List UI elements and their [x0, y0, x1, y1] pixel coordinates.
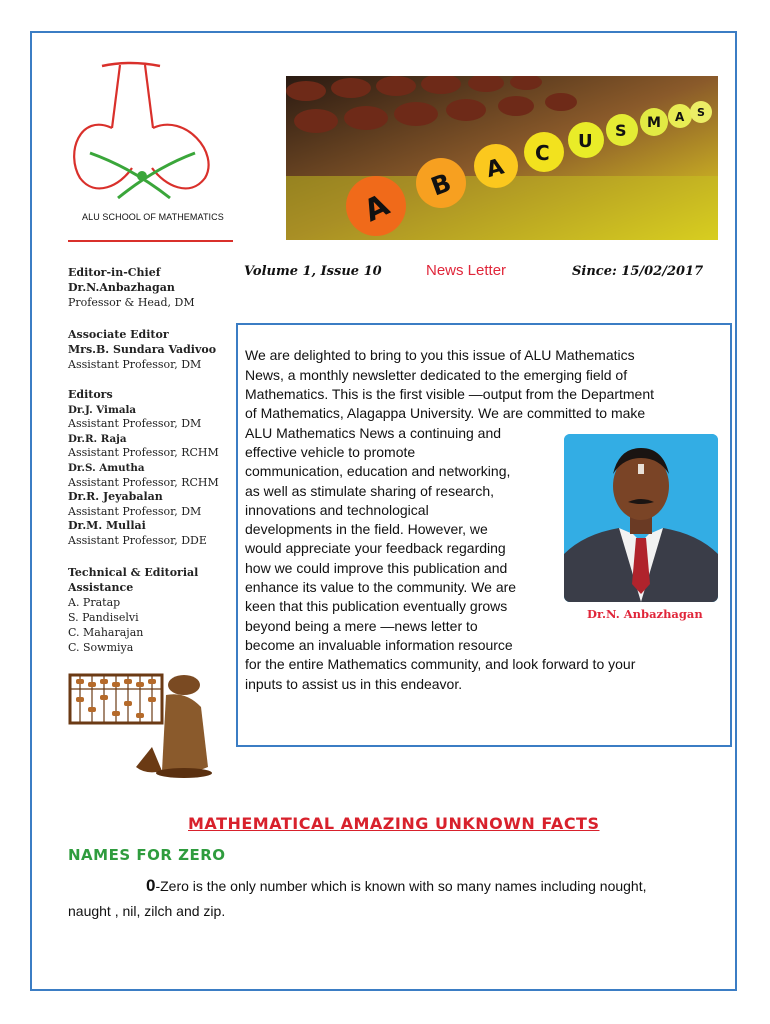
newsletter-title: News Letter — [426, 262, 507, 279]
editor-in-chief-name: Dr.N.Anbazhagan — [68, 281, 175, 294]
intro-line: inputs to assist us in this endeavor. — [245, 676, 463, 692]
svg-text:S: S — [615, 121, 627, 140]
intro-line: would appreciate your feedback regarding — [245, 540, 506, 556]
intro-line: enhance its value to the community. We are — [245, 579, 517, 595]
abacus-figure-illustration — [66, 667, 216, 779]
associate-editor-role: Assistant Professor, DM — [68, 358, 202, 371]
intro-line: how we could improve this publication and — [245, 560, 508, 576]
facts-heading: MATHEMATICAL AMAZING UNKNOWN FACTS — [188, 814, 600, 833]
technical-member: C. Maharajan — [68, 626, 144, 639]
svg-text:U: U — [578, 131, 593, 152]
svg-text:A: A — [483, 154, 507, 184]
editors-block — [68, 388, 219, 549]
associate-editor-name: Mrs.B. Sundara Vadivoo — [68, 343, 217, 356]
editor-name: Dr.R. Raja — [68, 432, 127, 445]
intro-line: ALU Mathematics News a continuing and — [245, 425, 502, 441]
editor-in-chief-block — [68, 265, 195, 310]
zero-digit: 0 — [146, 876, 156, 895]
intro-line: developments in the field. However, we — [245, 521, 488, 537]
logo-divider — [68, 240, 233, 242]
svg-text:M: M — [647, 115, 661, 131]
svg-text:S: S — [697, 106, 705, 119]
intro-line: innovations and technological — [245, 502, 429, 518]
svg-text:A: A — [358, 187, 395, 230]
editor-photo — [564, 434, 718, 602]
editor-name: Dr.R. Jeyabalan — [68, 490, 163, 504]
zero-fact-line-2: naught , nil, zilch and zip. — [68, 903, 226, 919]
intro-line: We are delighted to bring to you this issue of ALU Mathematics — [245, 347, 635, 363]
editor-in-chief-label: Editor-in-Chief — [68, 266, 161, 279]
zero-fact-text: -Zero is the only number which is known with so many names including nought, — [155, 878, 647, 894]
associate-editor-label: Associate Editor — [68, 328, 169, 341]
intro-line: for the entire Mathematics community, and look forward to your — [245, 656, 636, 672]
intro-line: keen that this publication eventually grows — [245, 598, 508, 614]
technical-label: Technical & Editorial — [68, 566, 199, 579]
editor-role: Assistant Professor, RCHM — [68, 475, 219, 489]
intro-line: effective vehicle to promote — [245, 444, 416, 460]
associate-editor-block — [68, 327, 216, 372]
technical-member: S. Pandiselvi — [68, 611, 139, 624]
intro-line: Mathematics. This is the first visible —output from the Department — [245, 386, 655, 402]
editor-role: Assistant Professor, DM — [68, 504, 202, 518]
svg-text:C: C — [535, 141, 550, 165]
intro-line: as well as stimulate sharing of research, — [245, 483, 494, 499]
since-date: Since: 15/02/2017 — [572, 264, 704, 279]
editor-name: Dr.J. Vimala — [68, 403, 137, 416]
editor-name: Dr.M. Mullai — [68, 519, 146, 533]
intro-line: beyond being a mere —news letter to — [245, 618, 478, 634]
issue-volume: Volume 1, Issue 10 — [244, 264, 382, 279]
editor-name: Dr.S. Amutha — [68, 461, 145, 474]
svg-text:B: B — [427, 167, 455, 202]
technical-member: C. Sowmiya — [68, 641, 134, 654]
editor-role: Assistant Professor, DDE — [68, 533, 207, 547]
intro-line: News, a monthly newsletter dedicated to the emerging field of — [245, 367, 628, 383]
technical-member: A. Pratap — [68, 596, 121, 609]
svg-text:A: A — [675, 110, 685, 124]
editor-in-chief-role: Professor & Head, DM — [68, 296, 195, 309]
technical-block — [68, 565, 198, 655]
intro-line: of Mathematics, Alagappa University. We are committed to make — [245, 405, 646, 421]
editor-role: Assistant Professor, RCHM — [68, 446, 219, 460]
zero-subheading: NAMES FOR ZERO — [68, 846, 226, 864]
zero-fact-line — [146, 876, 647, 896]
school-logo — [60, 58, 230, 233]
intro-line: become an invaluable information resource — [245, 637, 513, 653]
intro-line: communication, education and networking, — [245, 463, 511, 479]
photo-caption: Dr.N. Anbazhagan — [587, 607, 703, 621]
technical-label-2: Assistance — [68, 581, 134, 594]
editors-label: Editors — [68, 388, 113, 401]
logo-text: ALU SCHOOL OF MATHEMATICS — [82, 212, 224, 222]
abacus-banner-image — [286, 76, 718, 240]
editor-role: Assistant Professor, DM — [68, 417, 202, 431]
